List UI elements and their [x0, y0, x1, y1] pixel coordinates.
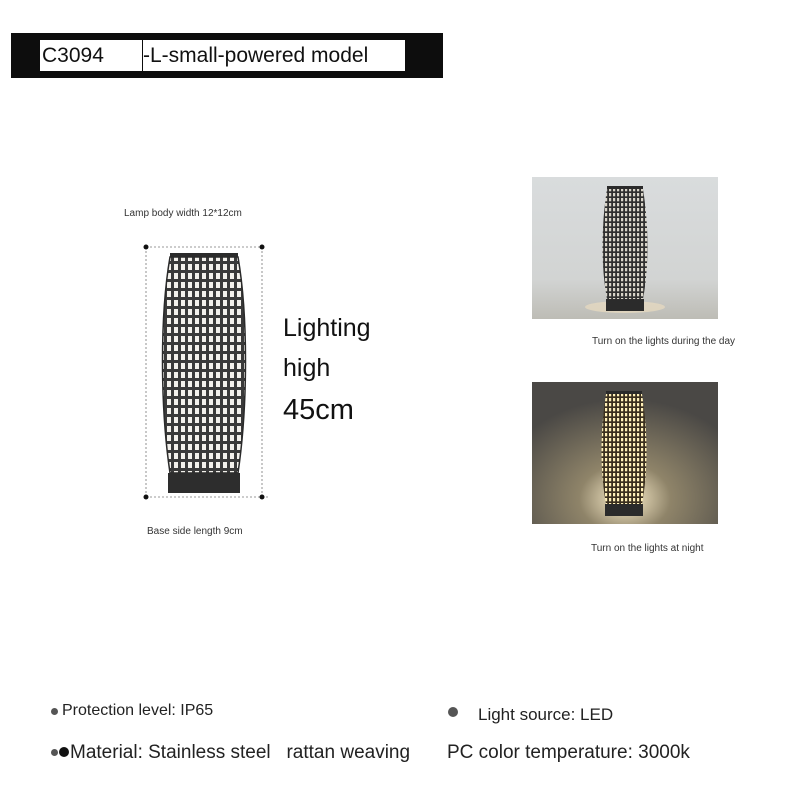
lighting-label: Lighting	[283, 314, 371, 342]
daytime-lamp-photo	[532, 177, 718, 319]
bullet-icon	[51, 749, 58, 756]
nighttime-lamp-photo	[532, 382, 718, 524]
height-value: 45cm	[283, 394, 354, 426]
color-temperature: PC color temperature: 3000k	[447, 742, 690, 763]
day-caption: Turn on the lights during the day	[592, 336, 736, 347]
lamp-dimension-diagram	[130, 235, 280, 515]
base-length-label: Base side length 9cm	[147, 526, 243, 537]
protection-level: Protection level: IP65	[62, 702, 214, 719]
bullet-icon	[59, 747, 69, 757]
light-source: Light source: LED	[478, 705, 614, 724]
bullet-icon	[51, 708, 58, 715]
model-code: C3094	[40, 40, 142, 71]
bullet-icon	[448, 707, 458, 717]
high-label: high	[283, 354, 331, 382]
body-width-label: Lamp body width 12*12cm	[124, 208, 242, 219]
model-name: -L-small-powered model	[143, 40, 405, 71]
material: Material: Stainless steel rattan weaving	[70, 742, 411, 763]
night-caption: Turn on the lights at night	[591, 543, 704, 554]
